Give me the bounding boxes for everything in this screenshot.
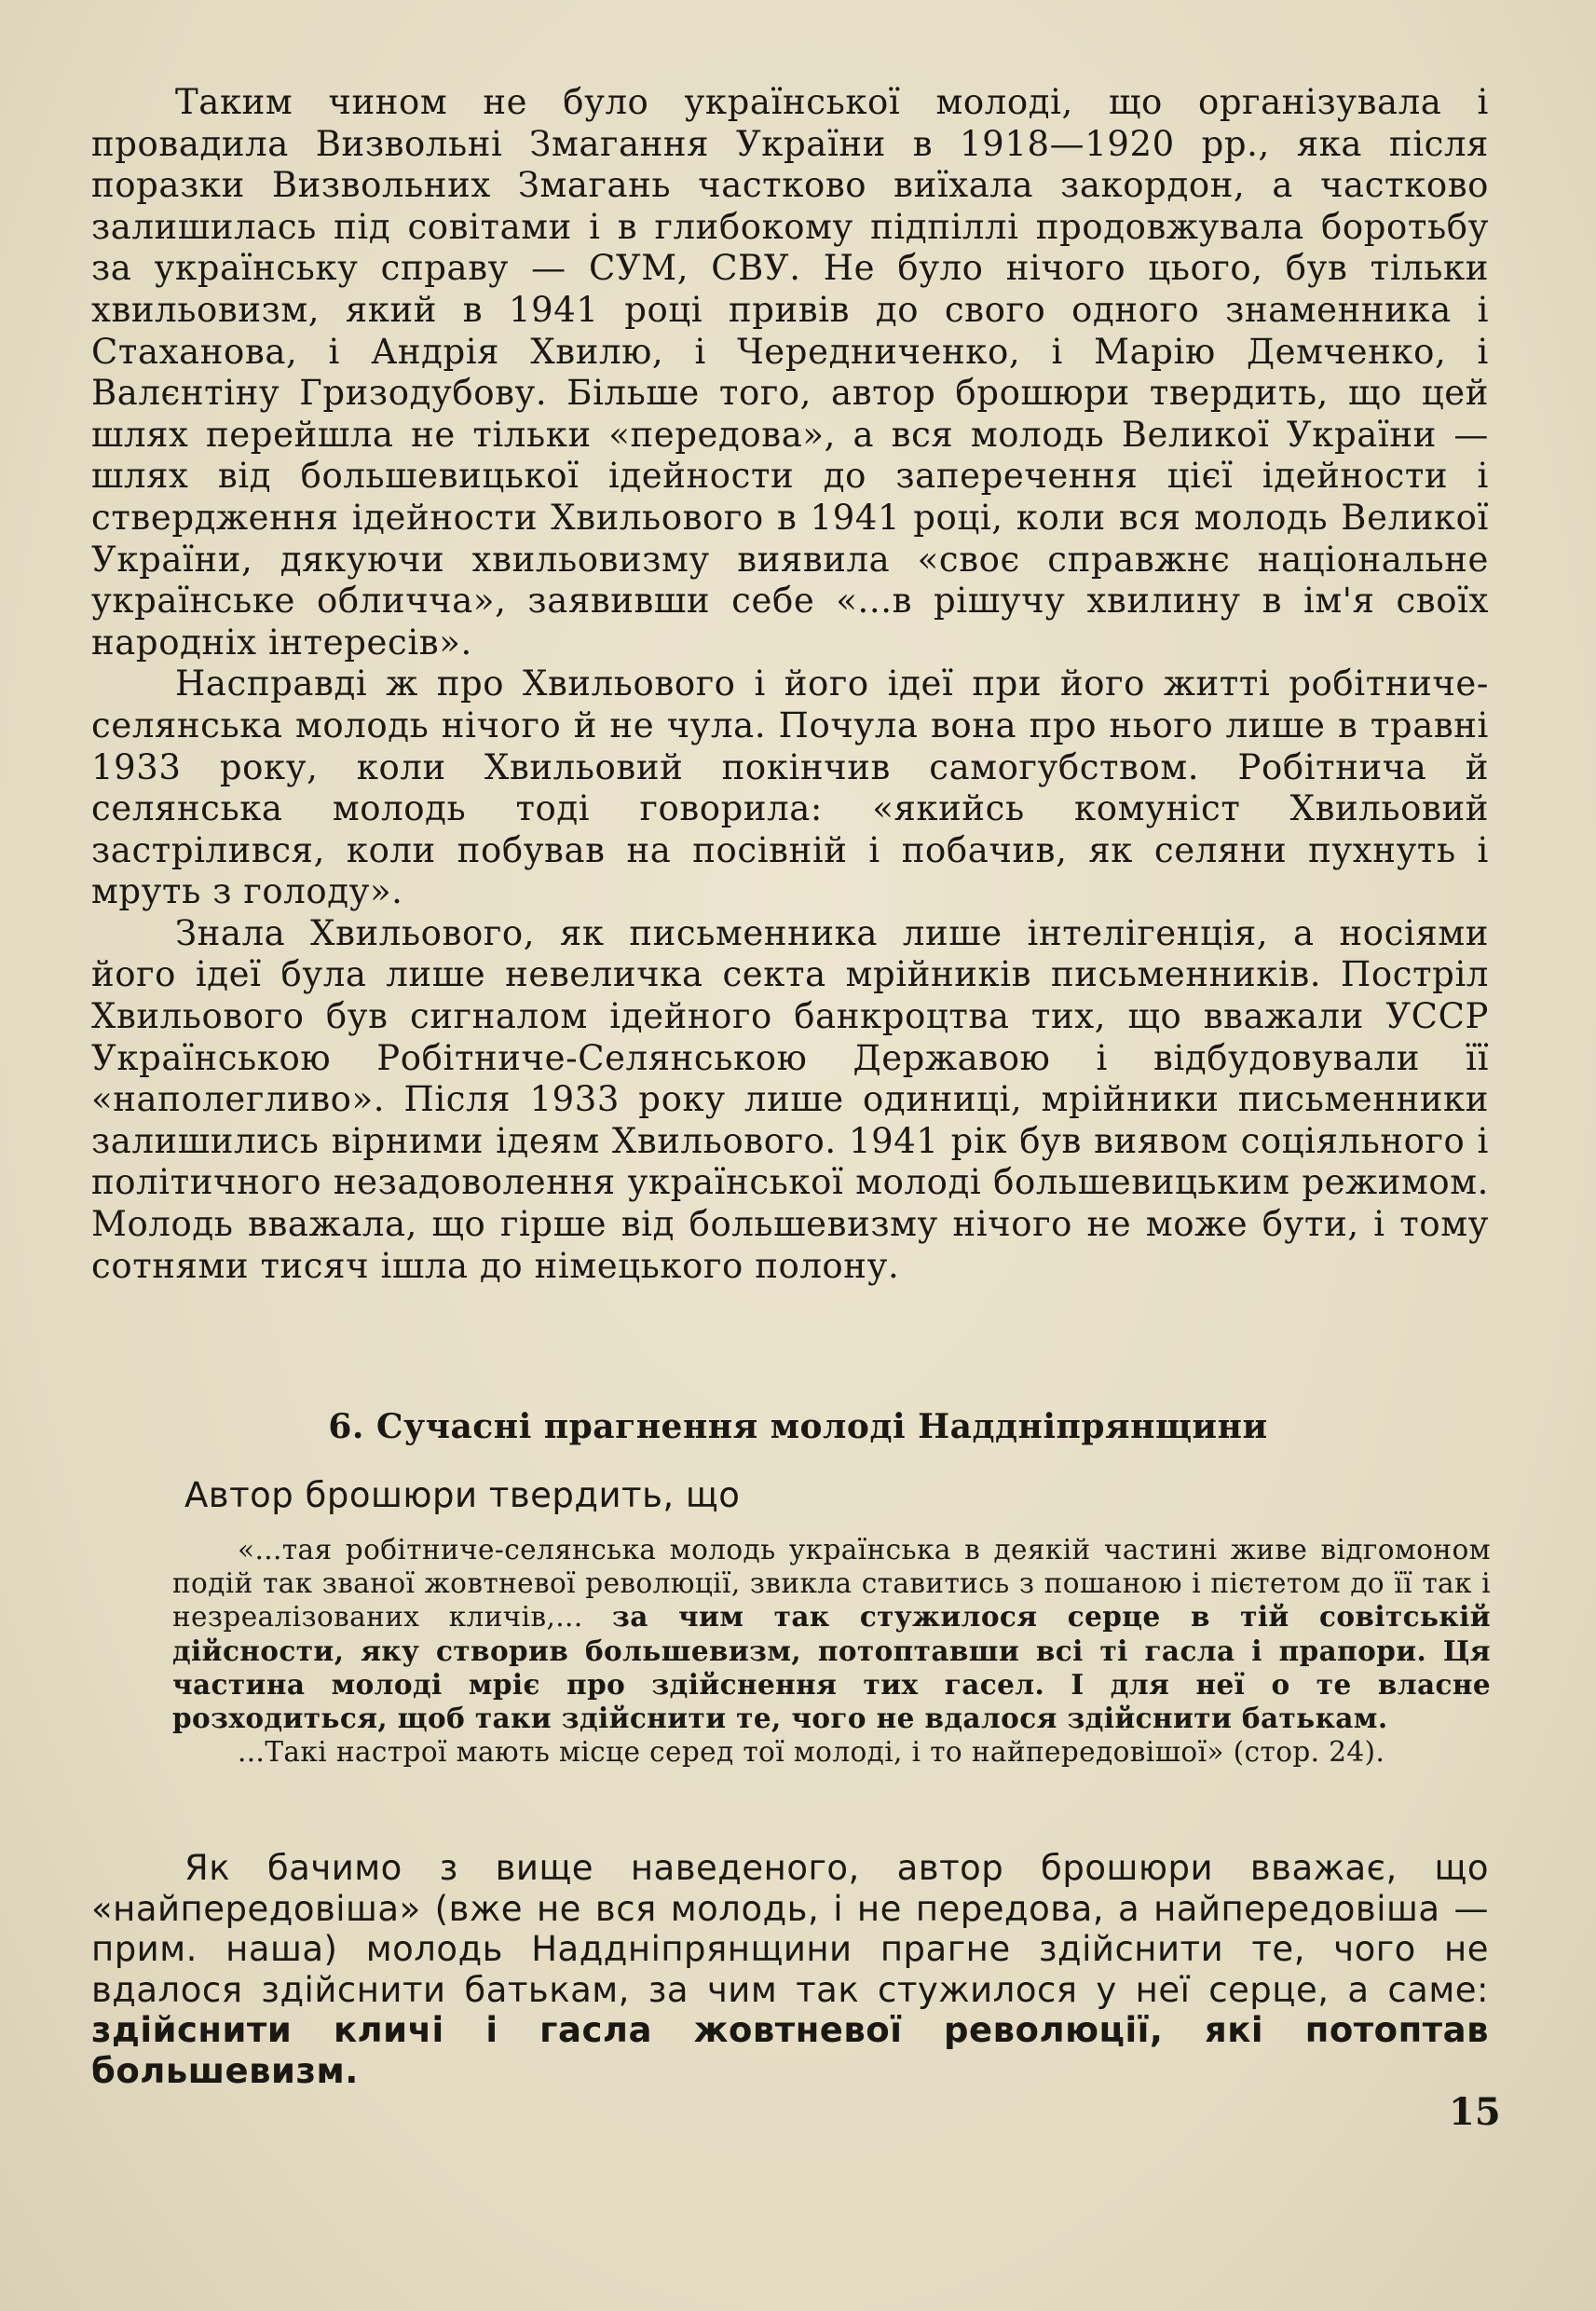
conclusion-text-regular: Як бачимо з вище наведеного, автор брошюри вважає, що «найпередовіша» (вже не вся молодь, і не передова, а найпередовіша — прим. наша) молодь Наддніпрянщини прагне здійснити те, чого не вдалося здійснити батькам, за чим так стужилося у неї серце, а саме: bbox=[91, 1848, 1489, 2010]
paragraph-2: Насправді ж про Хвильового і його ідеї при його житті робітниче-селянська молодь нічого й не чула. Почула вона про нього лише в травні 1933 року, коли Хвильовий покінчив самогубством. Робітнича й селянська молодь тоді говорила: «якийсь комуніст Хвильовий застрілився, коли побував на посівній і побачив, як селяни пухнуть і мруть з голоду». bbox=[91, 663, 1489, 912]
conclusion-paragraph bbox=[91, 1848, 1489, 2091]
paragraph-3: Знала Хвильового, як письменника лише інтелігенція, а носіями його ідеї була лише невеличка секта мрійників письменників. Постріл Хвильового був сигналом ідейного банкроцтва тих, що вважали УССР Українською Робітниче-Селянською Державою і відбудовували її «наполегливо». Після 1933 року лише одиниці, мрійники письменники залишились вірними ідеям Хвильового. 1941 рік був виявом соціяльного і політичного незадоволення української молоді большевицьким режимом. Молодь вважала, що гірше від большевизму нічого не може бути, і тому сотнями тисяч ішла до німецького полону. bbox=[91, 912, 1489, 1286]
body-text bbox=[91, 82, 1489, 1287]
quote-paragraph-1 bbox=[172, 1533, 1491, 1735]
quote-intro: Автор брошюри твердить, що bbox=[184, 1475, 741, 1515]
block-quote bbox=[172, 1533, 1491, 1769]
conclusion-text-bold: здійснити кличі і гасла жовтневої революції, які потоптав большевизм. bbox=[91, 2010, 1489, 2091]
quote-text-regular: «...тая робітниче-селянська молодь українська в деякій частині живе відгомоном подій так званої жовтневої революції, звикла ставитись з пошаною і пієтетом до її так і незреалізованих кличів,... bbox=[172, 1534, 1491, 1634]
paragraph-1: Таким чином не було української молоді, що організувала і провадила Визвольні Змагання України в 1918—1920 рр., яка після поразки Визвольних Змагань частково виїхала закордон, а частково залишилась під совітами і в глибокому підпіллі продовжувала боротьбу за українську справу — СУМ, СВУ. Не було нічого цього, був тільки хвильовизм, який в 1941 році привів до свого одного знаменника і Стаханова, і Андрія Хвилю, і Чередниченко, і Марію Демченко, і Валєнтіну Гризодубову. Більше того, автор брошюри твердить, що цей шлях перейшла не тільки «передова», а вся молодь Великої України — шлях від большевицької ідейности до заперечення цієї ідейности і ствердження ідейности Хвильового в 1941 році, коли вся молодь Великої України, дякуючи хвильовизму виявила «своє справжнє національне українське обличча», заявивши себе «...в рішучу хвилину в ім'я своїх народніх інтересів». bbox=[91, 82, 1489, 663]
conclusion-text bbox=[91, 1848, 1489, 2091]
section-heading: 6. Сучасні прагнення молоді Наддніпрянщини bbox=[328, 1407, 1268, 1446]
page-number: 15 bbox=[1449, 2090, 1501, 2134]
quote-paragraph-2: ...Такі настрої мають місце серед тої молоді, і то найпередовішої» (стор. 24). bbox=[238, 1736, 1385, 1769]
quote-text-bold: за чим так стужилося серце в тій совітській дійсности, яку створив большевизм, потоптавши всі ті гасла і прапори. Ця частина молоді мріє про здійснення тих гасел. І для неї о те власне розходиться, щоб таки здійснити те, чого не вдалося здійснити батькам. bbox=[172, 1600, 1491, 1735]
